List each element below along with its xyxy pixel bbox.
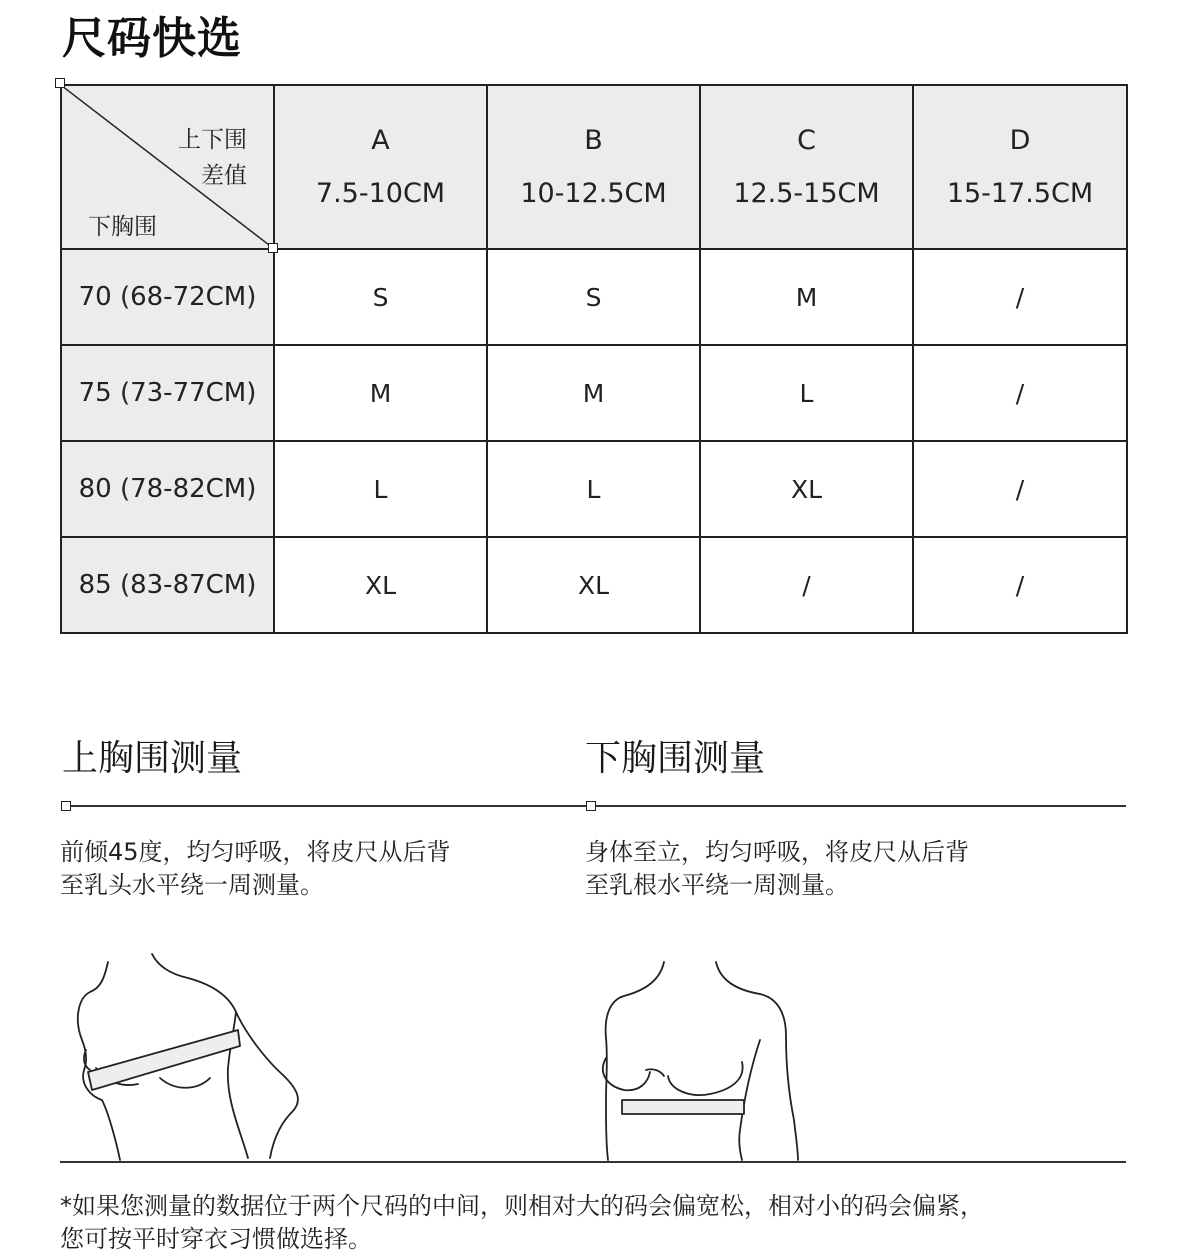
column-letter: B <box>584 125 603 156</box>
column-letter: A <box>371 125 390 156</box>
column-range: 10-12.5CM <box>520 178 667 209</box>
upper-divider-node <box>61 801 71 811</box>
upper-desc-line2: 至乳头水平绕一周测量。 <box>60 871 324 899</box>
row-header: 85 (83-87CM) <box>61 537 274 633</box>
lower-desc-line2: 至乳根水平绕一周测量。 <box>585 871 849 899</box>
table-cell: / <box>700 537 913 633</box>
lower-desc-line1: 身体至立，均匀呼吸，将皮尺从后背 <box>585 838 969 866</box>
table-cell: L <box>700 345 913 441</box>
table-cell: / <box>913 249 1127 345</box>
diagonal-end-handle <box>268 243 278 253</box>
measuring-tape <box>622 1100 744 1114</box>
upper-desc-line1: 前倾45度，均匀呼吸，将皮尺从后背 <box>60 838 451 866</box>
corner-cell <box>61 85 274 249</box>
table-cell: / <box>913 441 1127 537</box>
row-header: 70 (68-72CM) <box>61 249 274 345</box>
corner-top-label <box>178 122 247 194</box>
upper-divider <box>62 805 588 807</box>
lower-description <box>585 836 969 902</box>
diagonal-start-handle <box>55 78 65 88</box>
table-cell: L <box>487 441 700 537</box>
lower-bust-figure-illustration <box>600 950 810 1162</box>
lower-divider-node <box>586 801 596 811</box>
upper-bust-title: 上胸围测量 <box>62 738 243 779</box>
column-range: 7.5-10CM <box>315 178 446 209</box>
table-header-row <box>61 85 1127 249</box>
table-cell: L <box>274 441 487 537</box>
column-letter: C <box>797 125 816 156</box>
table-row <box>61 441 1127 537</box>
footnote-line2: 您可按平时穿衣习惯做选择。 <box>60 1225 372 1253</box>
footnote <box>60 1190 1140 1256</box>
upper-bust-figure-illustration <box>60 950 360 1162</box>
column-range: 15-17.5CM <box>946 178 1094 209</box>
column-header-a <box>274 85 487 249</box>
table-row <box>61 249 1127 345</box>
corner-top-line1: 上下围 <box>178 127 247 153</box>
lower-bust-title: 下胸围测量 <box>585 738 766 779</box>
table-row <box>61 537 1127 633</box>
table-cell: M <box>487 345 700 441</box>
column-letter: D <box>1009 125 1031 156</box>
lower-divider <box>591 805 1126 807</box>
corner-top-line2: 差值 <box>201 163 247 189</box>
table-row <box>61 345 1127 441</box>
table-cell: M <box>274 345 487 441</box>
table-cell: / <box>913 345 1127 441</box>
row-header: 80 (78-82CM) <box>61 441 274 537</box>
row-header: 75 (73-77CM) <box>61 345 274 441</box>
illustration-baseline <box>60 1161 1126 1163</box>
footnote-line1: *如果您测量的数据位于两个尺码的中间，则相对大的码会偏宽松，相对小的码会偏紧， <box>60 1192 984 1220</box>
upper-description <box>60 836 451 902</box>
table-cell: / <box>913 537 1127 633</box>
page-title: 尺码快选 <box>62 13 242 64</box>
column-header-b <box>487 85 700 249</box>
table-cell: S <box>487 249 700 345</box>
size-chart-table <box>60 84 1128 634</box>
table-cell: XL <box>274 537 487 633</box>
table-cell: XL <box>487 537 700 633</box>
column-header-c <box>700 85 913 249</box>
table-cell: XL <box>700 441 913 537</box>
corner-bottom-label: 下胸围 <box>88 214 157 240</box>
table-cell: S <box>274 249 487 345</box>
column-range: 12.5-15CM <box>733 178 880 209</box>
column-header-d <box>913 85 1127 249</box>
table-cell: M <box>700 249 913 345</box>
